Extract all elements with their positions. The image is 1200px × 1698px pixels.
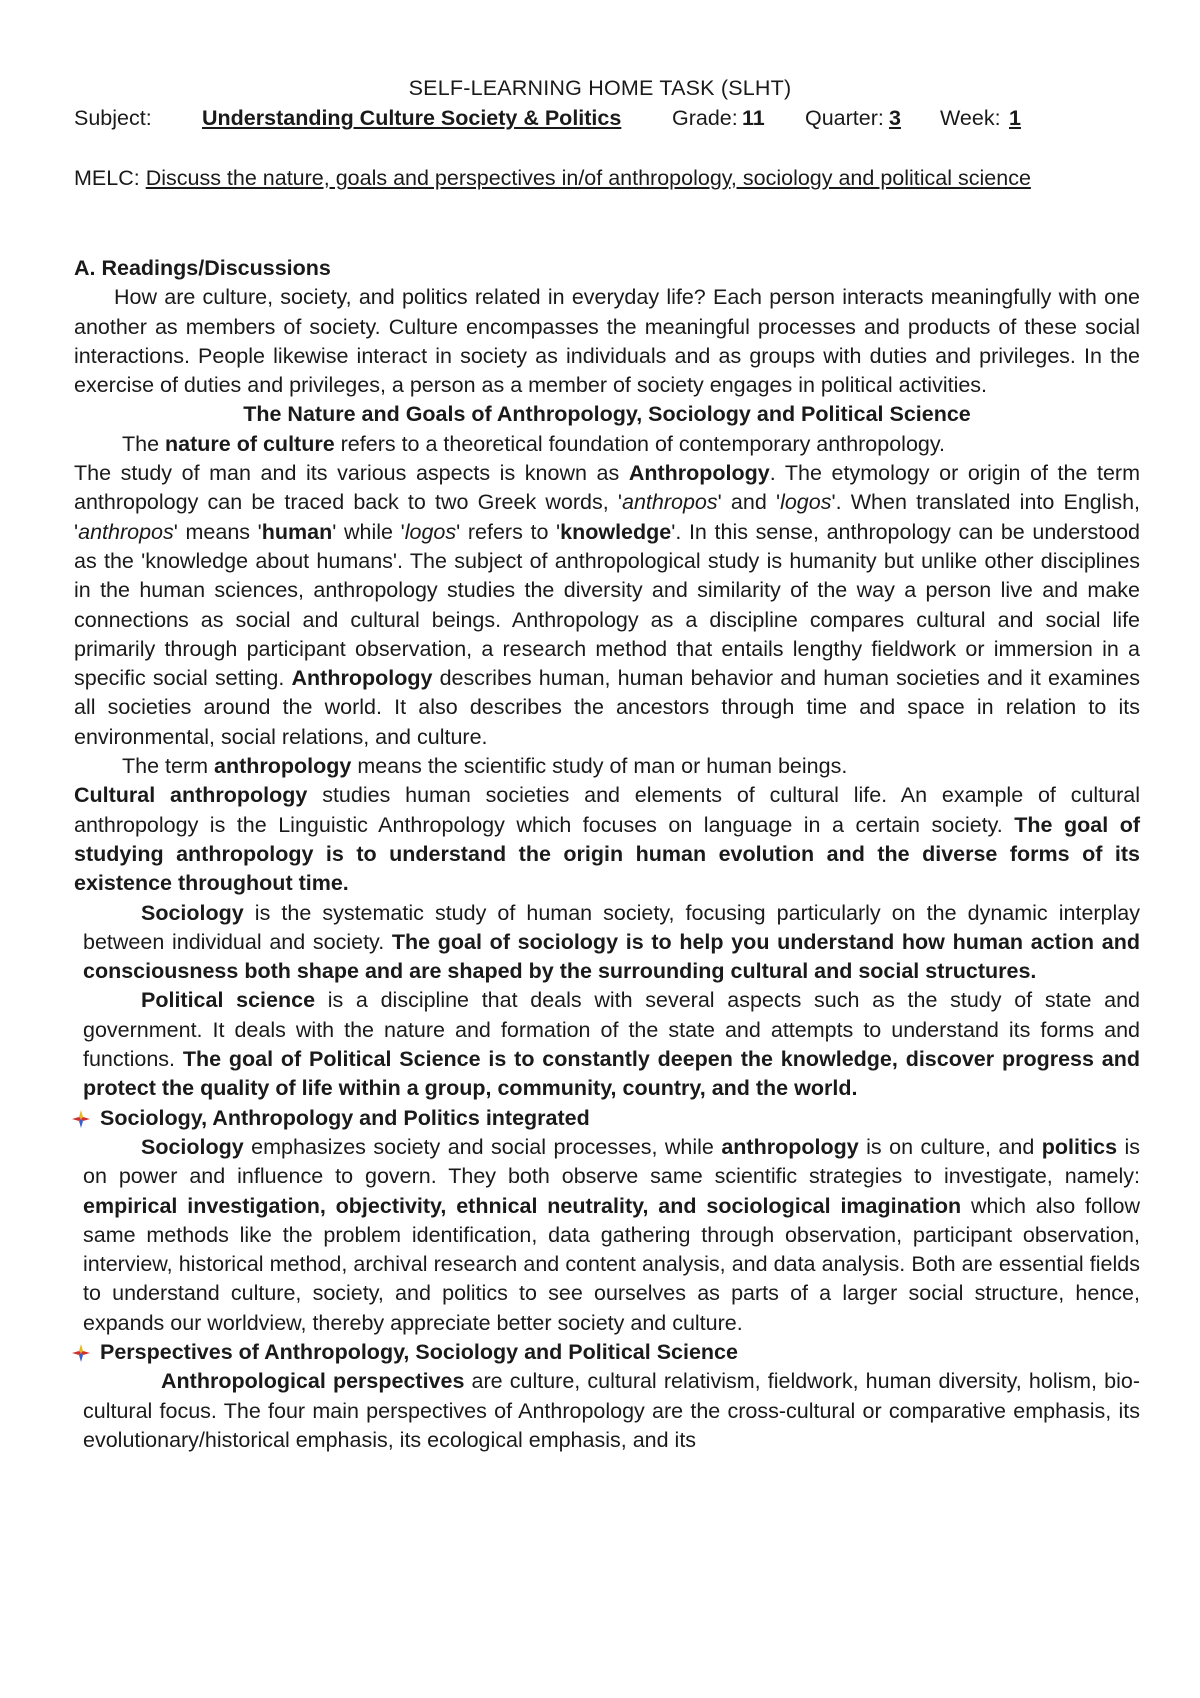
anth-text-8: '. In this sense, anthropology can be understood as the 'knowledge about humans'. The subject of anthropological study is humanity but unlike other disciplines in the human sciences, anthropology studies the diversity and similarity of the way a person live and make connections as social and cultural beings. Anthropology as a discipline compares cultural and social life primarily through participant observation, a research method that entails lengthy fieldwork or immersion in a specific social setting.: [74, 519, 1140, 691]
anth-text-4: '. When translated into English, ': [74, 490, 1140, 544]
anth-bold-3: knowledge: [560, 519, 672, 544]
integrated-heading-text: Sociology, Anthropology and Politics integrated: [100, 1105, 590, 1130]
nature-pre: The: [122, 431, 166, 456]
section-a-heading: A. Readings/Discussions: [74, 256, 331, 280]
anth-bold-2: human: [261, 519, 333, 544]
pol-bold: Political science: [141, 988, 316, 1013]
week-label: Week:: [940, 106, 1001, 130]
term-paragraph: [74, 752, 1140, 781]
anth-italic-4: logos: [404, 519, 457, 544]
persp-text-1: are culture, cultural relativism, fieldwork, human diversity, holism, bio-cultural focus. The four main perspectives of Anthropology are the cross-cultural or comparative emphasis, its evolutionary/historical emphasis, its ecological emphasis, and its: [83, 1369, 1140, 1452]
anth-text-3: ' and ': [717, 490, 781, 515]
nature-post: refers to a theoretical foundation of contemporary anthropology.: [334, 431, 945, 456]
cultural-anthropology-paragraph: [74, 781, 1140, 898]
pol-text: is a discipline that deals with several aspects such as the study of state and government. It deals with the nature and formation of the state and attempts to understand its forms and functions.: [83, 988, 1140, 1072]
nature-goals-subheading: The Nature and Goals of Anthropology, Sociology and Political Science: [243, 402, 971, 427]
political-science-paragraph: [74, 986, 1140, 1103]
nature-term: nature of culture: [165, 431, 335, 456]
melc-label: MELC:: [74, 166, 140, 190]
anth-italic-3: anthropos: [78, 519, 174, 544]
page-title: SELF-LEARNING HOME TASK (SLHT): [408, 76, 792, 100]
term-bold: anthropology: [214, 754, 352, 779]
nature-paragraph: [74, 430, 1140, 459]
int-bold-4: empirical investigation, objectivity, ethnical neutrality, and sociological imagination: [83, 1193, 962, 1218]
cult-text: studies human societies and elements of cultural life. An example of cultural anthropology is the Linguistic Anthropology which focuses on language in a certain society.: [74, 783, 1140, 837]
melc-text: Discuss the nature, goals and perspectives in/of anthropology, sociology and political science: [145, 166, 1031, 190]
anth-text-7: ' refers to ': [456, 519, 561, 544]
melc: [74, 164, 1134, 193]
int-text-3: is on power and influence to govern. They both observe same scientific strategies to investigate, namely:: [83, 1134, 1141, 1189]
int-text-1: emphasizes society and social processes, while: [243, 1134, 722, 1159]
anth-bold-1: Anthropology: [628, 461, 770, 486]
term-pre: The term: [122, 754, 214, 779]
soc-text: is the systematic study of human society, focusing particularly on the dynamic interplay between individual and society.: [83, 900, 1140, 954]
grade-label: Grade:: [672, 106, 738, 130]
pol-goal: The goal of Political Science is to constantly deepen the knowledge, discover progress and protect the quality of life within a group, community, country, and the world.: [83, 1047, 1141, 1101]
four-arrow-bullet-icon: [72, 1344, 90, 1362]
four-arrow-bullet-icon: [72, 1110, 90, 1128]
intro-paragraph: How are culture, society, and politics related in everyday life? Each person interacts meaningfully with one another as members of society. Culture encompasses the meaningful processes and products of these social interactions. People likewise interact in society as individuals and as groups with duties and privileges. In the exercise of duties and privileges, a person as a member of society engages in political activities.: [74, 285, 1140, 398]
anth-text-6: ' while ': [332, 519, 405, 544]
anth-italic-2: logos: [780, 490, 832, 515]
anthropology-paragraph: [74, 459, 1140, 752]
persp-bold-1: Anthropological perspectives: [161, 1369, 465, 1394]
perspectives-heading-text: Perspectives of Anthropology, Sociology and Political Science: [100, 1339, 738, 1364]
anth-text-2: . The etymology or origin of the term anthropology can be traced back to two Greek words, ': [74, 461, 1140, 515]
int-bold-2: anthropology: [721, 1134, 859, 1159]
anth-text-1: The study of man and its various aspects is known as: [74, 461, 629, 486]
cult-bold: Cultural anthropology: [74, 783, 308, 808]
soc-goal: The goal of sociology is to help you understand how human action and consciousness both shape and are shaped by the surrounding cultural and social structures.: [83, 929, 1140, 984]
anth-italic-1: anthropos: [622, 490, 718, 515]
quarter-label: Quarter:: [805, 106, 884, 130]
anth-bold-4: Anthropology: [291, 666, 433, 691]
quarter-value: 3: [889, 106, 901, 130]
soc-bold: Sociology: [141, 900, 244, 925]
int-bold-1: Sociology: [141, 1134, 244, 1159]
int-bold-3: politics: [1041, 1134, 1118, 1159]
grade-value: 11: [742, 106, 765, 130]
week-value: 1: [1009, 106, 1021, 130]
integrated-paragraph: [74, 1133, 1140, 1338]
perspectives-heading: [74, 1338, 1140, 1367]
readings-section: [74, 254, 1140, 1455]
int-text-2: is on culture, and: [858, 1134, 1042, 1159]
term-post: means the scientific study of man or human beings.: [351, 754, 848, 779]
subject-label: Subject:: [74, 106, 152, 130]
integrated-heading: [74, 1104, 1140, 1133]
subject-value: Understanding Culture Society & Politics: [202, 106, 622, 130]
sociology-paragraph: [74, 899, 1140, 987]
anth-text-5: ' means ': [173, 519, 262, 544]
perspectives-paragraph: [74, 1367, 1140, 1455]
cult-goal: The goal of studying anthropology is to understand the origin human evolution and the diverse forms of its existence throughout time.: [74, 812, 1140, 896]
subject-row: [74, 104, 1134, 134]
anth-text-9: describes human, human behavior and human societies and it examines all societies around the world. It also describes the ancestors through time and space in relation to its environmental, social relations, and culture.: [74, 666, 1140, 749]
int-text-4: which also follow same methods like the problem identification, data gathering through observation, participant observation, interview, historical method, archival research and content analysis, and data analysis. Both are essential fields to understand culture, society, and politics to see ourselves as parts of a larger social structure, hence, expands our worldview, thereby appreciate better society and culture.: [83, 1193, 1141, 1335]
